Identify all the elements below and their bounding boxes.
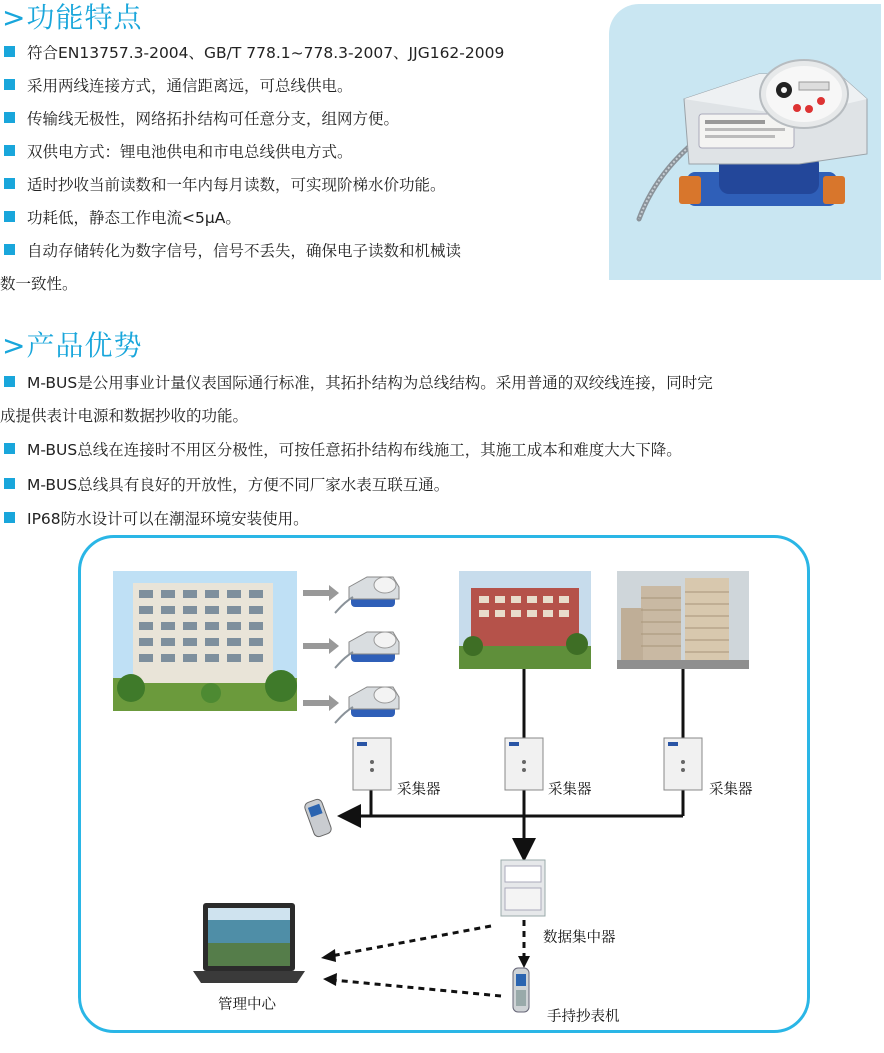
feature-text: 符合EN13757.3-2004、GB/T 778.1~778.3-2007、JJG162-2009 <box>27 44 505 62</box>
heading-prefix: > <box>2 329 27 362</box>
advantages-heading <box>2 324 142 364</box>
dashed-arrows <box>321 920 530 996</box>
advantage-text: IP68防水设计可以在潮湿环境安装使用。 <box>27 510 309 528</box>
feature-text: 数一致性。 <box>0 275 78 293</box>
advantage-item <box>0 373 713 393</box>
advantage-item <box>0 440 682 460</box>
advantage-text: 成提供表计电源和数据抄收的功能。 <box>0 407 249 425</box>
bullet-icon <box>4 376 15 387</box>
system-diagram <box>78 535 810 1033</box>
feature-item <box>0 43 504 63</box>
water-meter-image <box>609 4 881 280</box>
concentrator-label: 数据集中器 <box>543 930 616 946</box>
advantage-item-continuation <box>0 406 248 426</box>
management-label: 管理中心 <box>218 997 276 1013</box>
features-heading <box>2 0 142 36</box>
advantage-text: M-BUS总线具有良好的开放性，方便不同厂家水表互联互通。 <box>27 476 450 494</box>
bullet-icon <box>4 244 15 255</box>
handheld-icon-small <box>303 798 332 838</box>
advantage-item <box>0 509 309 529</box>
bullet-icon <box>4 478 15 489</box>
feature-item <box>0 241 461 261</box>
advantage-text: M-BUS是公用事业计量仪表国际通行标准，其拓扑结构为总线结构。采用普通的双绞线连接，同时完 <box>27 374 713 392</box>
feature-item <box>0 109 399 129</box>
water-meter-icons <box>335 577 399 723</box>
advantage-item <box>0 475 449 495</box>
bullet-icon <box>4 443 15 454</box>
bullet-icon <box>4 178 15 189</box>
laptop-icon <box>193 903 305 983</box>
city-highrise-photo <box>617 571 749 669</box>
feature-text: 功耗低，静态工作电流<5μA。 <box>27 209 241 227</box>
advantages-heading-text: 产品优势 <box>26 329 143 362</box>
meter-arrows <box>303 585 339 711</box>
feature-item <box>0 175 446 195</box>
feature-text: 适时抄收当前读数和一年内每月读数，可实现阶梯水价功能。 <box>27 176 446 194</box>
concentrator-icon <box>501 860 545 916</box>
feature-text: 自动存储转化为数字信号，信号不丢失，确保电子读数和机械读 <box>27 242 462 260</box>
feature-item-continuation <box>0 274 78 294</box>
campus-building-photo <box>459 571 591 669</box>
bullet-icon <box>4 211 15 222</box>
feature-text: 传输线无极性，网络拓扑结构可任意分支，组网方便。 <box>27 110 400 128</box>
collector-label: 采集器 <box>709 782 753 798</box>
bullet-icon <box>4 46 15 57</box>
residential-building-photo <box>113 571 297 711</box>
bullet-icon <box>4 79 15 90</box>
feature-item <box>0 76 353 96</box>
feature-item <box>0 208 241 228</box>
collector-label: 采集器 <box>548 782 592 798</box>
advantage-text: M-BUS总线在连接时不用区分极性，可按任意拓扑结构布线施工，其施工成本和难度大大下降。 <box>27 441 682 459</box>
handheld-label: 手持抄表机 <box>547 1009 620 1025</box>
collector-label: 采集器 <box>397 782 441 798</box>
feature-item <box>0 142 353 162</box>
bullet-icon <box>4 112 15 123</box>
bullet-icon <box>4 512 15 523</box>
feature-text: 采用两线连接方式，通信距离远，可总线供电。 <box>27 77 353 95</box>
handheld-icon <box>513 968 529 1012</box>
features-heading-text: 功能特点 <box>26 1 143 34</box>
diagram-drawing <box>81 538 807 1030</box>
heading-prefix: > <box>2 1 27 34</box>
water-meter-photo <box>609 4 881 280</box>
feature-text: 双供电方式：锂电池供电和市电总线供电方式。 <box>27 143 353 161</box>
bullet-icon <box>4 145 15 156</box>
